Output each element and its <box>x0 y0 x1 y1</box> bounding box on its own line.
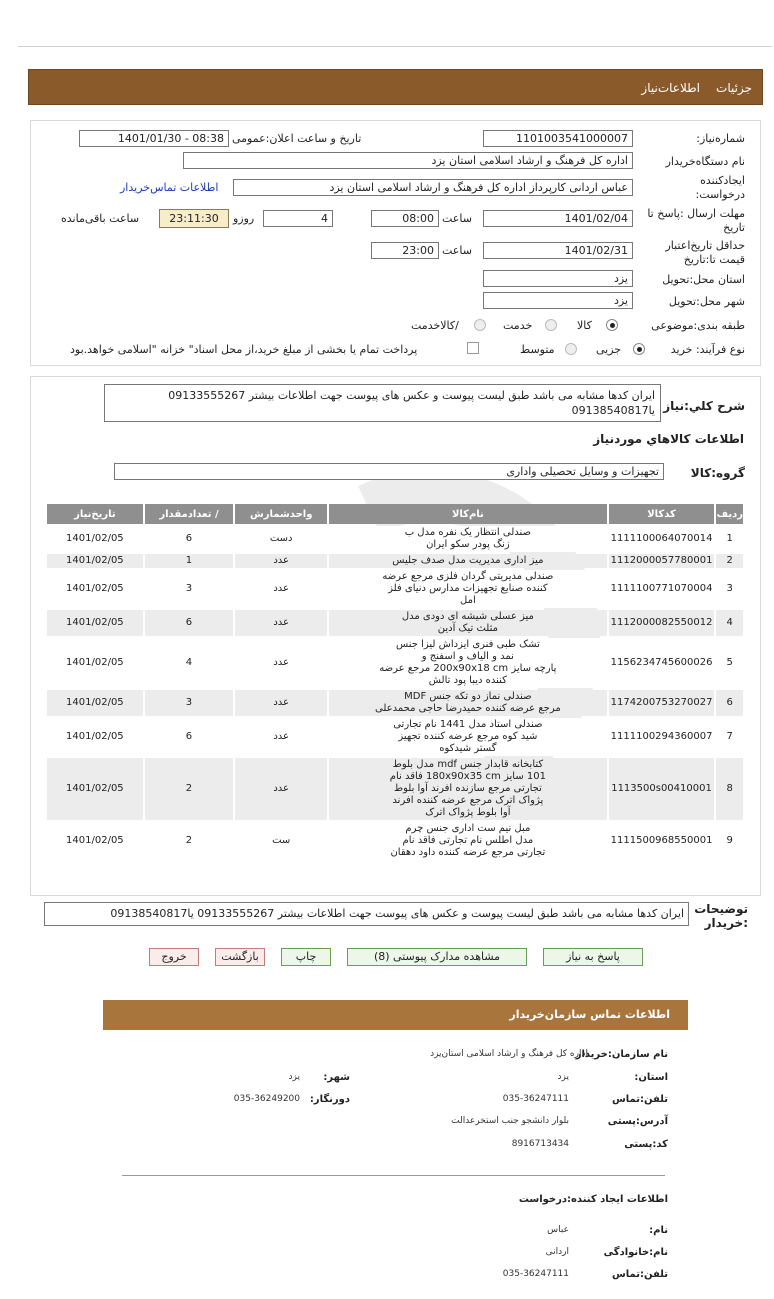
item-name <box>329 638 607 688</box>
item-code: 1111500968550001 <box>609 822 715 860</box>
description-label: شرح کلي:نياز <box>663 399 745 413</box>
process-minor-label: جزیی <box>596 343 622 356</box>
contact-province-label: استان: <box>634 1072 668 1083</box>
remaining-time-field: 23:11:30 <box>159 209 229 228</box>
item-date: 1401/02/05 <box>47 718 143 756</box>
item-qty: 6 <box>145 610 234 636</box>
item-name-line: تشک طبی فنری ایزداش لیزا جنس <box>395 639 540 650</box>
item-name <box>329 822 607 860</box>
province-label: استان محل:تحویل <box>662 273 745 286</box>
item-code: 1156234745600026 <box>609 638 715 688</box>
buyer-org-field: اداره کل فرهنگ و ارشاد اسلامی استان یزد <box>183 152 633 169</box>
validity-label-2: قیمت تا:تاریخ <box>683 253 745 266</box>
need-number-label: شماره‌نیاز: <box>696 132 745 145</box>
item-name <box>329 758 607 820</box>
buyer-contact-link[interactable]: اطلاعات تماس‌خریدار <box>120 181 219 194</box>
item-name-line: 101 سایز 180x90x35 cm فاقد نام <box>389 771 546 782</box>
contact-title: اطلاعات تماس سازمان‌خریدار <box>509 1008 670 1021</box>
description-line-1: ایران کدها مشابه می باشد طبق لیست پیوست و عکس های پیوست جهت اطلاعات بیشتر 09133555267 <box>168 389 655 402</box>
row-index: 6 <box>716 690 743 716</box>
item-date: 1401/02/05 <box>47 570 143 608</box>
row-index: 2 <box>716 554 743 568</box>
table-header-row <box>47 504 743 524</box>
table-row <box>47 718 743 756</box>
item-date: 1401/02/05 <box>47 758 143 820</box>
tab-need-info[interactable]: اطلاعات‌نیاز <box>641 81 700 95</box>
creator-name-value: عباس <box>547 1225 569 1235</box>
contact-province-value: یزد <box>557 1072 569 1082</box>
item-unit: عدد <box>235 690 327 716</box>
description-line-2: یا09138540817 <box>571 404 655 417</box>
province-field: یزد <box>483 270 633 287</box>
item-name-line: کننده دیبا پود تالش <box>428 675 507 686</box>
item-unit: عدد <box>235 718 327 756</box>
row-index: 7 <box>716 718 743 756</box>
goods-group-label: گروه:کالا <box>690 466 745 480</box>
validity-time-field: 23:00 <box>371 242 439 259</box>
item-date: 1401/02/05 <box>47 822 143 860</box>
table-row <box>47 690 743 716</box>
item-name <box>329 526 607 552</box>
item-name-line: نمد و الیاف و اسفنج و <box>421 651 514 662</box>
table-row <box>47 758 743 820</box>
top-divider <box>18 46 772 47</box>
print-button[interactable]: چاپ <box>281 948 331 966</box>
item-qty: 4 <box>145 638 234 688</box>
attachments-button[interactable]: مشاهده مدارک پیوستی (8) <box>347 948 527 966</box>
item-name-line: آوا بلوط پژواک اترک <box>425 807 511 818</box>
creator-label-2: درخواست: <box>695 188 745 201</box>
contact-city-label: شهر: <box>323 1072 350 1083</box>
col-code-header: کدکالا <box>609 504 715 524</box>
item-date: 1401/02/05 <box>47 690 143 716</box>
goods-table <box>45 502 745 862</box>
col-unit-header: واحدشمارش <box>235 504 327 524</box>
creator-info-title: اطلاعات ایجاد کننده:درخواست <box>518 1194 668 1205</box>
item-unit: عدد <box>235 570 327 608</box>
item-name-line: تجارتی مرجع سازنده افرند آوا بلوط <box>393 783 542 794</box>
item-unit: دست <box>235 526 327 552</box>
item-name-line: صندلی استاد مدل 1441 نام تجارتی <box>393 719 543 730</box>
item-code: 1174200753270027 <box>609 690 715 716</box>
row-index: 1 <box>716 526 743 552</box>
row-index: 8 <box>716 758 743 820</box>
item-qty: 2 <box>145 822 234 860</box>
validity-time-label: ساعت <box>442 244 472 257</box>
creator-field: عباس اردانی کارپرداز اداره کل فرهنگ و ارشاد اسلامی استان یزد <box>233 179 633 196</box>
item-code: 1113500s00410001 <box>609 758 715 820</box>
item-unit: عدد <box>235 758 327 820</box>
item-name-line: مدل اطلس نام تجارتی فاقد نام <box>402 835 534 846</box>
item-code: 1111100771070004 <box>609 570 715 608</box>
item-date: 1401/02/05 <box>47 526 143 552</box>
contact-phone-label: تلفن:تماس <box>611 1094 668 1105</box>
announce-field: 1401/01/30 - 08:38 <box>79 130 229 147</box>
deadline-time-label: ساعت <box>442 212 472 225</box>
contact-city-value: یزد <box>288 1072 300 1082</box>
table-row <box>47 610 743 636</box>
creator-family-label: نام:خانوادگی <box>603 1247 668 1258</box>
deadline-time-field: 08:00 <box>371 210 439 227</box>
remaining-label: ساعت باقی‌مانده <box>61 212 140 225</box>
buyer-notes-label-2: :خریدار <box>704 916 748 930</box>
item-name-line: صندلی انتظار یک نفره مدل ب <box>404 527 532 538</box>
item-unit: عدد <box>235 638 327 688</box>
contact-divider <box>122 1175 665 1176</box>
process-medium-radio[interactable] <box>565 343 577 355</box>
item-name-line: تجارتی مرجع عرضه کننده داود دهقان <box>390 847 546 858</box>
category-both-radio[interactable] <box>474 319 486 331</box>
creator-phone-value: 035-36247111 <box>502 1269 569 1279</box>
contact-org-value: اداره کل فرهنگ و ارشاد اسلامی استان‌یزد <box>430 1049 588 1059</box>
process-label: نوع فرآیند: خرید <box>670 343 745 356</box>
item-name-line: زنگ پودر سکو ایران <box>426 539 510 550</box>
table-row <box>47 638 743 688</box>
row-index: 4 <box>716 610 743 636</box>
item-name-line: مثلث تیک آدین <box>437 623 498 634</box>
item-name <box>329 690 607 716</box>
contact-phone-value: 035-36247111 <box>502 1094 569 1104</box>
col-name-header: نام‌کالا <box>329 504 607 524</box>
treasury-payment-note: پرداخت تمام یا بخشی از مبلغ خرید،از محل اسناد" خزانه "اسلامی خواهد.بود <box>70 343 418 356</box>
creator-family-value: اردانی <box>545 1247 569 1257</box>
days-label: روزو <box>233 212 255 225</box>
item-unit: عدد <box>235 610 327 636</box>
buyer-org-label: نام دستگاه‌خریدار <box>665 155 745 168</box>
item-name-line: صندلی نماز دو تکه جنس MDF <box>404 691 532 702</box>
process-minor-radio[interactable] <box>633 343 645 355</box>
row-index: 9 <box>716 822 743 860</box>
exit-button[interactable]: خروج <box>149 948 199 966</box>
reply-button[interactable]: پاسخ به نیاز <box>543 948 643 966</box>
category-both-label: /کالاخدمت <box>411 319 459 332</box>
col-date-header: تاریخ‌نیاز <box>47 504 143 524</box>
contact-org-label: نام سازمان:خریدار <box>575 1049 668 1060</box>
item-code: 1111100064070014 <box>609 526 715 552</box>
treasury-payment-checkbox[interactable] <box>467 342 479 354</box>
item-code: 1112000057780001 <box>610 555 713 566</box>
deadline-date-field: 1401/02/04 <box>483 210 633 227</box>
buyer-notes-label-1: توضیحات <box>694 902 748 916</box>
category-goods-radio[interactable] <box>606 319 618 331</box>
item-name-line: میز عسلی شیشه ای دودی مدل <box>401 611 534 622</box>
validity-date-field: 1401/02/31 <box>483 242 633 259</box>
item-name-line: مرجع عرضه کننده حمیدرضا حاجی محمدعلی <box>375 703 561 714</box>
announce-label: تاریخ و ساعت اعلان:عمومی <box>232 132 362 145</box>
contact-postal-value: 8916713434 <box>511 1139 569 1149</box>
item-name-line: امل <box>460 595 476 606</box>
row-index: 3 <box>716 570 743 608</box>
days-field: 4 <box>263 210 333 227</box>
item-code: 1112000082550012 <box>609 610 715 636</box>
process-medium-label: متوسط <box>520 343 555 356</box>
item-date: 1401/02/05 <box>47 554 143 568</box>
table-row <box>47 554 743 568</box>
city-label: شهر محل:تحویل <box>668 295 745 308</box>
category-label: طبقه بندی:موضوعی <box>651 319 745 332</box>
table-row <box>47 570 743 608</box>
item-name <box>329 718 607 756</box>
item-name-line: صندلی مدیریتی گردان فلزی مرجع عرضه <box>382 571 554 582</box>
item-name-line: کتابخانه قابدار جنس mdf مدل بلوط <box>392 759 544 770</box>
description-box <box>104 384 661 422</box>
contact-fax-value: 035-36249200 <box>233 1094 300 1104</box>
item-name <box>329 570 607 608</box>
contact-postal-label: کد:پستی <box>624 1139 668 1150</box>
item-date: 1401/02/05 <box>47 638 143 688</box>
item-name-line: میز اداری مدیریت مدل صدف جلیس <box>392 555 544 566</box>
item-qty: 6 <box>145 718 234 756</box>
creator-name-label: نام: <box>649 1225 668 1236</box>
category-service-radio[interactable] <box>545 319 557 331</box>
item-qty: 2 <box>145 758 234 820</box>
table-row <box>47 526 743 552</box>
deadline-label-2: تاریخ <box>723 221 745 234</box>
item-name <box>329 554 607 568</box>
header-bar <box>28 69 763 105</box>
creator-label-1: ایجادکننده <box>700 174 745 187</box>
item-qty: 1 <box>145 554 234 568</box>
item-name-line: پژواک اترک مرجع عرضه کننده افرند <box>392 795 544 806</box>
contact-fax-label: دورنگار: <box>309 1094 350 1105</box>
item-unit: ست <box>235 822 327 860</box>
item-qty: 6 <box>145 526 234 552</box>
buyer-notes-field: ایران کدها مشابه می باشد طبق لیست پیوست و عکس های پیوست جهت اطلاعات بیشتر 09133555267 یا09138540817 <box>44 902 689 926</box>
item-name-line: گستر شیدکوه <box>439 743 497 754</box>
item-qty: 3 <box>145 690 234 716</box>
item-qty: 3 <box>145 570 234 608</box>
city-field: یزد <box>483 292 633 309</box>
validity-label-1: حداقل تاریخ‌اعتبار <box>665 239 745 252</box>
category-service-label: خدمت <box>503 319 533 332</box>
col-row-header: ردیف <box>716 504 743 524</box>
need-number-field: 1101003541000007 <box>483 130 633 147</box>
contact-header <box>103 1000 688 1030</box>
item-name-line: کننده صنایع تجهیزات مدارس دنیای فلز <box>388 583 548 594</box>
item-code: 1111100294360007 <box>609 718 715 756</box>
tab-details[interactable]: جزئیات <box>716 81 752 95</box>
contact-address-label: آدرس:پستی <box>607 1116 668 1127</box>
item-name-line: شید کوه مرجع عرضه کننده تجهیز <box>398 731 538 742</box>
contact-address-value: بلوار دانشجو جنب استخرعدالت <box>451 1116 569 1126</box>
table-row <box>47 822 743 860</box>
deadline-label-1: مهلت ارسال :پاسخ تا <box>647 207 745 220</box>
back-button[interactable]: بازگشت <box>215 948 265 966</box>
goods-group-field: تجهیزات و وسایل تحصیلی واداری <box>114 463 664 480</box>
item-name-line: مبل نیم ست اداری جنس چرم <box>405 823 531 834</box>
item-unit: عدد <box>235 554 327 568</box>
goods-info-title: اطلاعات کالاهاي موردنياز <box>593 432 744 446</box>
creator-phone-label: تلفن:تماس <box>611 1269 668 1280</box>
category-goods-label: کالا <box>577 319 592 332</box>
col-qty-header: / تعدادمقدار <box>145 504 234 524</box>
row-index: 5 <box>716 638 743 688</box>
item-name <box>329 610 607 636</box>
item-name-line: پارچه سایز 200x90x18 cm مرجع عرضه <box>379 663 557 674</box>
item-date: 1401/02/05 <box>47 610 143 636</box>
